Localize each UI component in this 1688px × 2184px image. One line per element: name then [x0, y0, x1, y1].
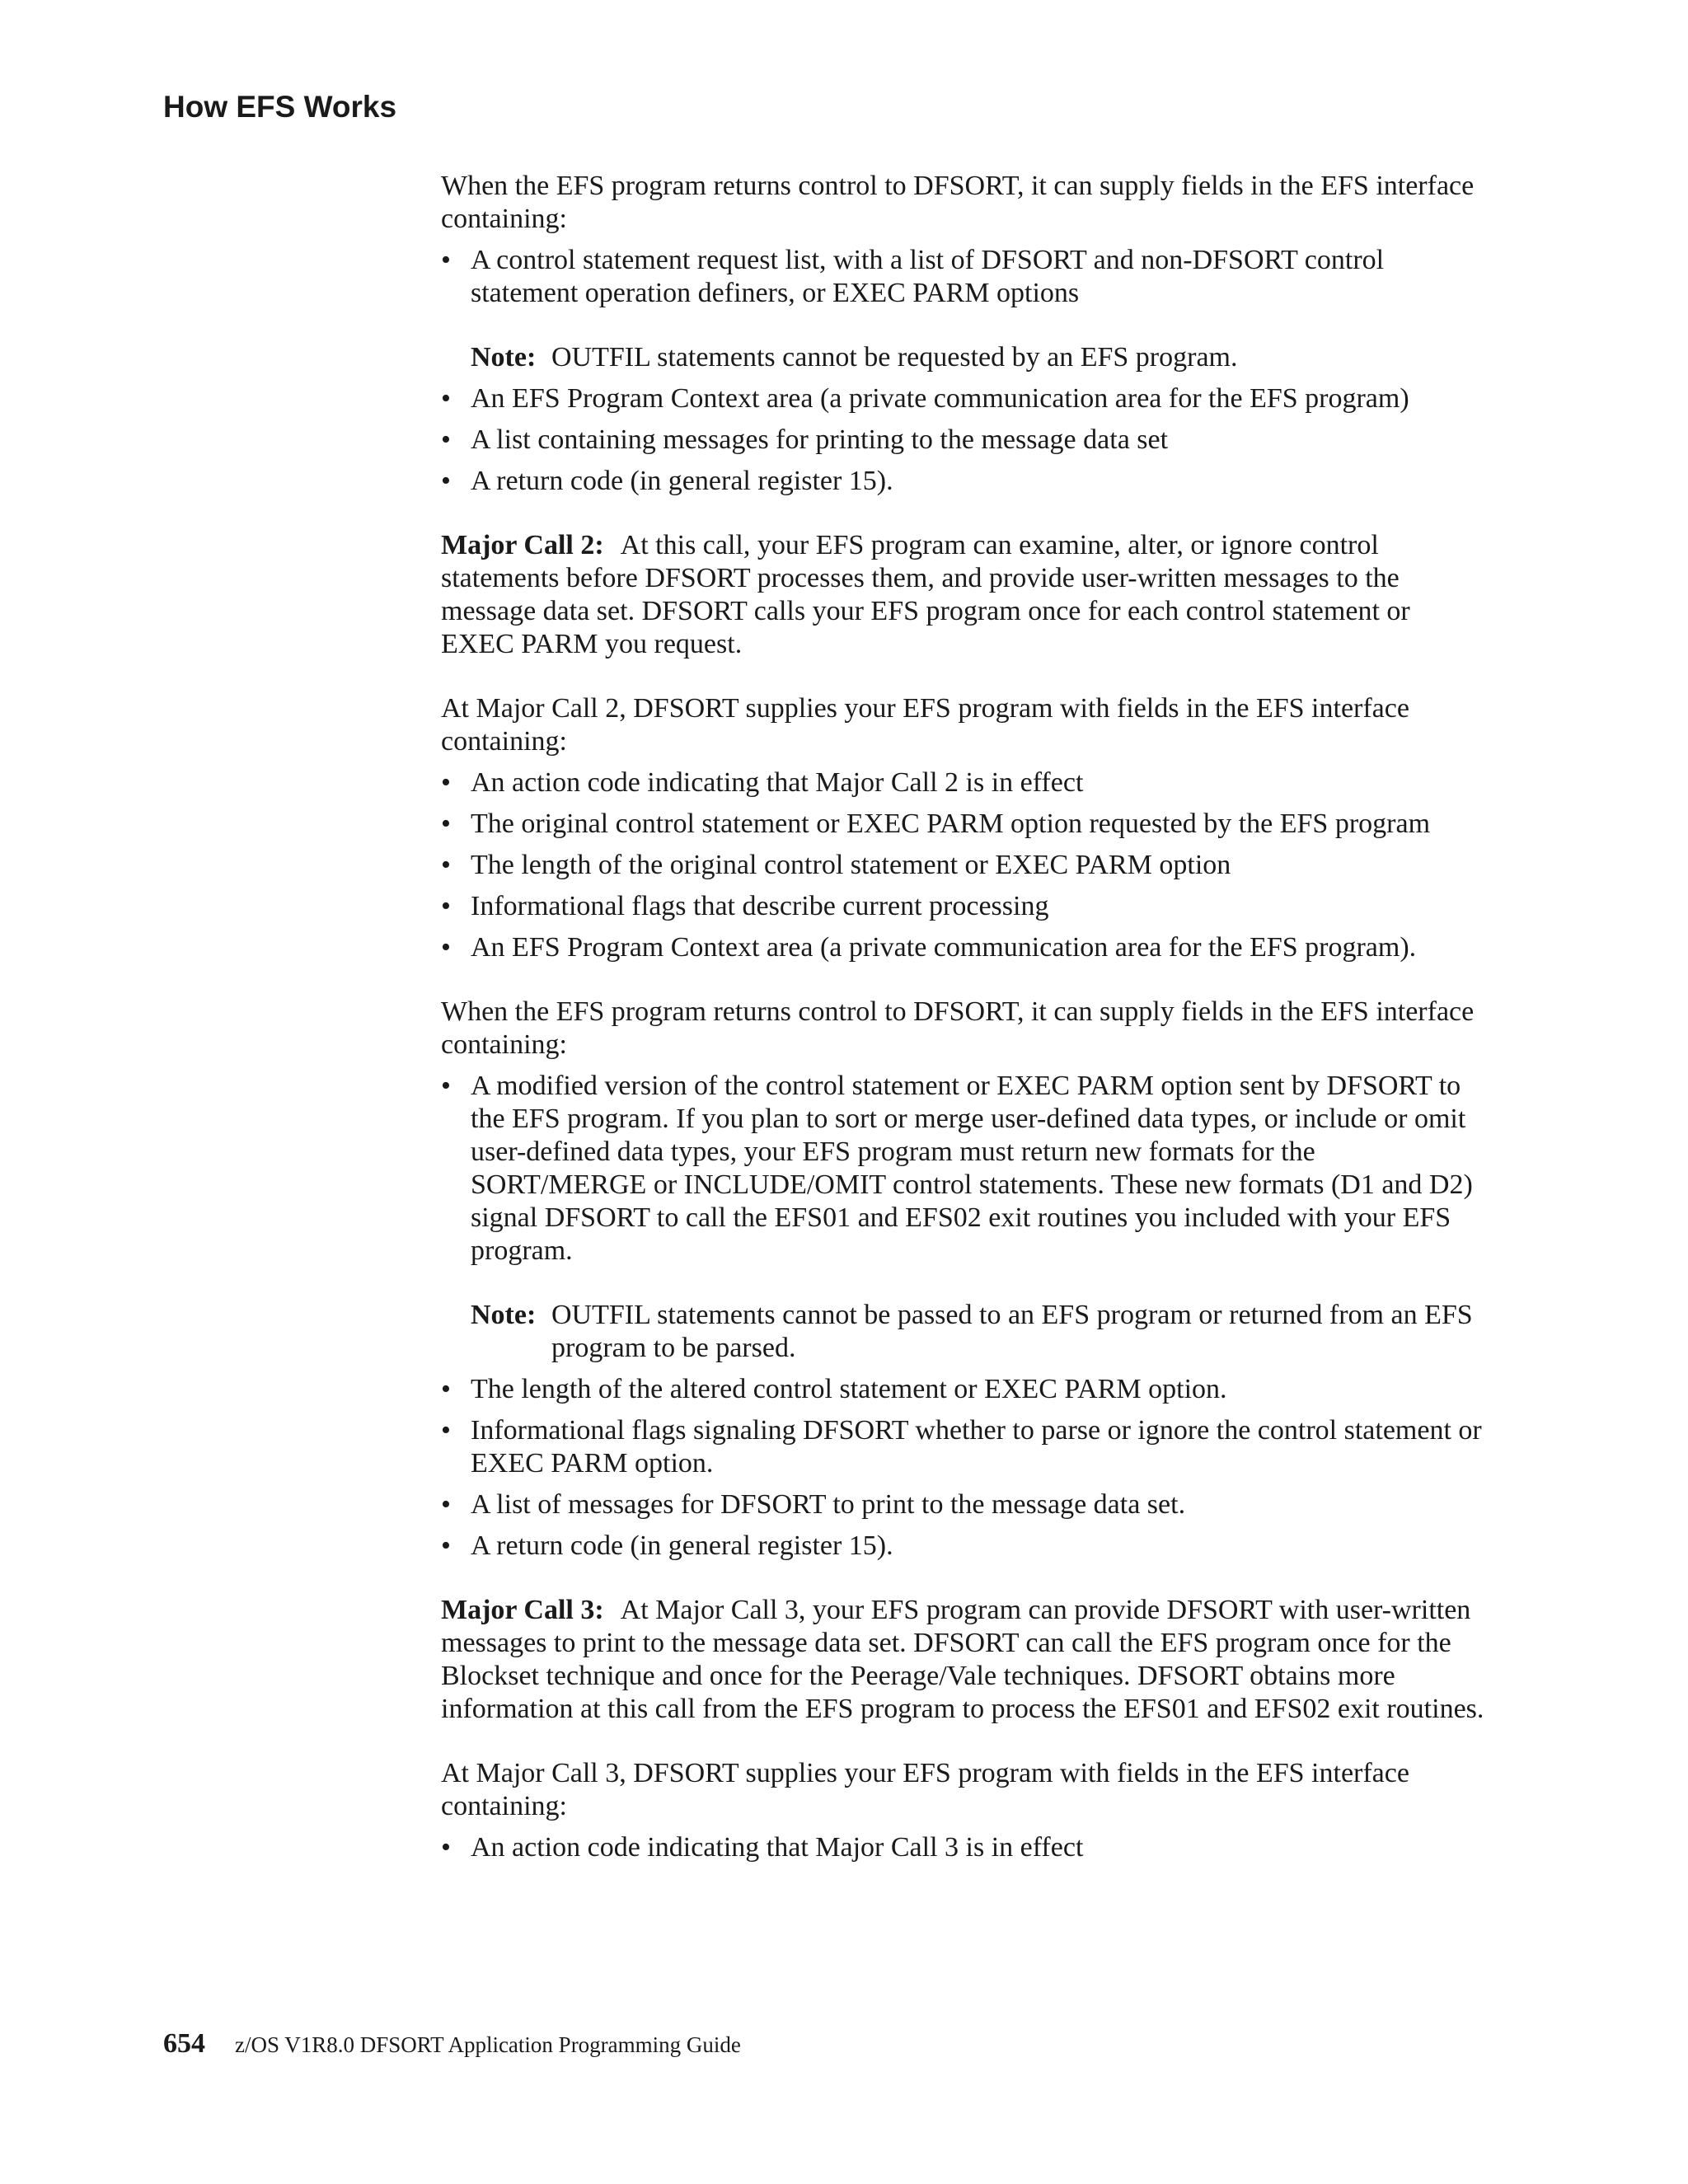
list-item — [441, 849, 1488, 882]
bullet-icon: • — [441, 1415, 451, 1446]
list-item — [441, 1488, 1488, 1521]
list-item — [441, 808, 1488, 841]
list-item-text: Informational flags that describe current processing — [471, 891, 1049, 921]
page-footer — [163, 2027, 741, 2061]
list-item-text: A list containing messages for printing to the message data set — [471, 424, 1169, 455]
major-call-2-return-list — [441, 1070, 1488, 1563]
major-call-3-text: At Major Call 3, your EFS program can provide DFSORT with user-written messages to print to the message data set. DFSORT can call the EFS program once for the Blockset technique and once for the Peerage/Vale techniques. DFSORT obtains more information at this call from the EFS program to process the EFS01 and EFS02 exit routines. — [441, 1595, 1484, 1724]
major-call-2-supply-list — [441, 766, 1488, 964]
list-item — [441, 890, 1488, 923]
list-item-text: A control statement request list, with a list of DFSORT and non-DFSORT control statement operation definers, or EXEC PARM options — [471, 245, 1385, 308]
bullet-icon: • — [441, 1832, 451, 1863]
bullet-icon: • — [441, 850, 451, 880]
list-item — [441, 1070, 1488, 1365]
section1-list — [441, 244, 1488, 498]
note-label: Note: — [471, 342, 537, 373]
list-item — [441, 766, 1488, 799]
list-item-text: An EFS Program Context area (a private communication area for the EFS program) — [471, 383, 1409, 414]
page-body — [441, 170, 1488, 1872]
bullet-icon: • — [441, 1071, 451, 1101]
list-item-text: The original control statement or EXEC PARM option requested by the EFS program — [471, 808, 1431, 839]
bullet-icon: • — [441, 466, 451, 496]
list-item — [441, 1530, 1488, 1563]
list-item — [441, 931, 1488, 964]
book-title: z/OS V1R8.0 DFSORT Application Programming Guide — [235, 2032, 741, 2057]
bullet-icon: • — [441, 245, 451, 275]
note-text: OUTFIL statements cannot be requested by an EFS program. — [551, 342, 1238, 373]
running-head: How EFS Works — [163, 90, 397, 124]
major-call-3-supply-list — [441, 1831, 1488, 1864]
bullet-icon: • — [441, 1489, 451, 1520]
list-item-text: A modified version of the control statement or EXEC PARM option sent by DFSORT to the EFS program. If you plan to sort or merge user-defined data types, or include or omit user-defined data types, your EFS program must return new formats for the SORT/MERGE or INCLUDE/OMIT control statements. These new formats (D1 and D2) signal DFSORT to call the EFS01 and EFS02 exit routines you included with your EFS program. — [471, 1071, 1473, 1266]
note-text: OUTFIL statements cannot be passed to an EFS program or returned from an EFS program to be parsed. — [551, 1300, 1473, 1363]
list-item-text: The length of the altered control statement or EXEC PARM option. — [471, 1374, 1227, 1404]
list-item-text: An EFS Program Context area (a private communication area for the EFS program). — [471, 932, 1417, 963]
list-item-text: A list of messages for DFSORT to print to the message data set. — [471, 1489, 1186, 1520]
major-call-2-paragraph — [441, 529, 1488, 661]
list-item — [441, 244, 1488, 374]
major-call-2-return-intro: When the EFS program returns control to DFSORT, it can supply fields in the EFS interface containing: — [441, 996, 1475, 1060]
major-call-3-label: Major Call 3: — [441, 1595, 604, 1625]
major-call-3-paragraph — [441, 1594, 1488, 1726]
major-call-2-supply-intro: At Major Call 2, DFSORT supplies your EFS program with fields in the EFS interface containing: — [441, 693, 1409, 757]
list-item-text: Informational flags signaling DFSORT whether to parse or ignore the control statement or EXEC PARM option. — [471, 1415, 1482, 1479]
list-item-text: An action code indicating that Major Call 2 is in effect — [471, 767, 1084, 798]
list-item-text: The length of the original control statement or EXEC PARM option — [471, 850, 1231, 880]
list-item — [441, 465, 1488, 498]
page-number: 654 — [163, 2028, 205, 2059]
list-item — [441, 382, 1488, 415]
note-label: Note: — [471, 1300, 537, 1330]
bullet-icon: • — [441, 1374, 451, 1404]
list-item — [441, 1373, 1488, 1406]
major-call-2-label: Major Call 2: — [441, 530, 604, 560]
list-item — [441, 1414, 1488, 1480]
bullet-icon: • — [441, 767, 451, 798]
bullet-icon: • — [441, 891, 451, 921]
section1-intro: When the EFS program returns control to DFSORT, it can supply fields in the EFS interface containing: — [441, 171, 1475, 234]
bullet-icon: • — [441, 383, 451, 414]
note — [471, 1299, 1488, 1365]
list-item-text: An action code indicating that Major Call 3 is in effect — [471, 1832, 1084, 1863]
list-item — [441, 424, 1488, 457]
note — [471, 341, 1488, 374]
bullet-icon: • — [441, 932, 451, 963]
list-item — [441, 1831, 1488, 1864]
list-item-text: A return code (in general register 15). — [471, 466, 893, 496]
list-item-text: A return code (in general register 15). — [471, 1530, 893, 1561]
bullet-icon: • — [441, 808, 451, 839]
bullet-icon: • — [441, 1530, 451, 1561]
bullet-icon: • — [441, 424, 451, 455]
major-call-3-supply-intro: At Major Call 3, DFSORT supplies your EFS program with fields in the EFS interface containing: — [441, 1758, 1409, 1821]
major-call-2-text: At this call, your EFS program can examine, alter, or ignore control statements before DFSORT processes them, and provide user-written messages to the message data set. DFSORT calls your EFS program once for each control statement or EXEC PARM you request. — [441, 530, 1410, 659]
